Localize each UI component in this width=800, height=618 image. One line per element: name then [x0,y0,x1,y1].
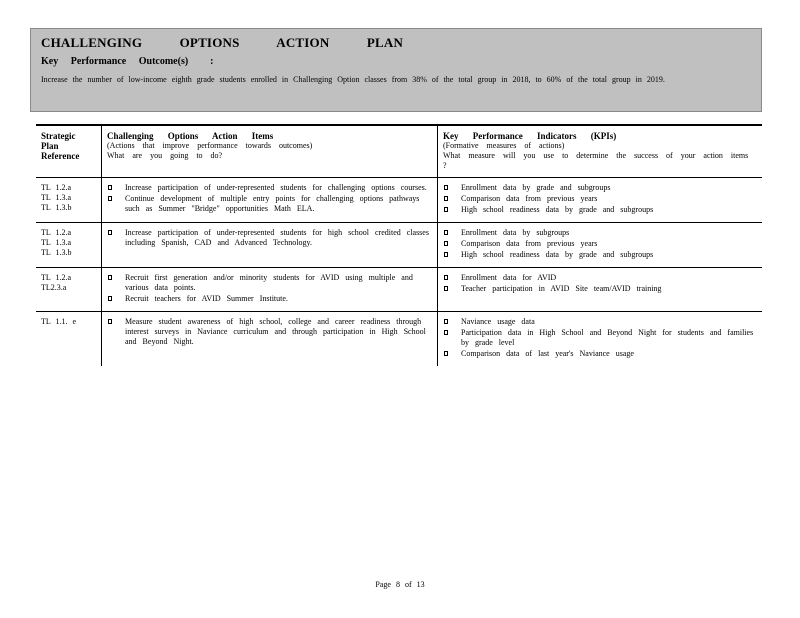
kpi-cell [438,312,763,367]
list-item [443,239,757,249]
checkbox-bullet-icon [108,296,112,301]
checkbox-bullet-icon [444,207,448,212]
kpi-text: Teacher participation in AVID Site team/AVID training [461,284,662,293]
ref-code: TL 1.2.a [41,273,72,282]
action-plan-table [36,124,762,366]
table-row [36,312,762,367]
ref-cell [36,312,102,367]
kpi-text: Enrollment data by grade and subgroups [461,183,611,192]
list-item [443,183,757,193]
ref-code: TL 1.1. e [41,317,77,326]
checkbox-bullet-icon [444,319,448,324]
items-header-question: What are you going to do? [107,151,223,160]
ref-cell [36,223,102,268]
checkbox-bullet-icon [444,185,448,190]
kpi-text: Participation data in High School and Beyond Night for students and families by grade level [461,328,754,347]
checkbox-bullet-icon [108,230,112,235]
table-row [36,178,762,223]
kpi-text: High school readiness data by grade and subgroups [461,250,654,259]
items-cell [102,223,438,268]
list-item [443,328,757,348]
items-header-title: Challenging Options Action Items [107,131,274,141]
kpi-text: Naviance usage data [461,317,535,326]
kpi-header-title: Key Performance Indicators (KPIs) [443,131,617,141]
items-cell [102,178,438,223]
ref-header-line: Strategic [41,131,76,141]
table-row [36,223,762,268]
ref-code: TL 1.3.a [41,238,72,247]
list-item [107,183,432,193]
plan-header [30,28,762,112]
list-item [107,228,432,248]
ref-code: TL 1.2.a [41,183,72,192]
ref-code: TL 1.2.a [41,228,72,237]
kpo-colon: : [210,56,214,67]
checkbox-bullet-icon [108,275,112,280]
action-item-text: Recruit first generation and/or minority students for AVID using multiple and various data points. [125,273,413,292]
kpi-cell [438,178,763,223]
ref-code: TL2.3.a [41,283,67,292]
checkbox-bullet-icon [444,286,448,291]
checkbox-bullet-icon [444,330,448,335]
action-item-text: Increase participation of under-represented students for challenging options courses. [125,183,427,192]
ref-cell [36,178,102,223]
kpi-header-sub: (Formative measures of actions) [443,141,565,150]
table-header-row [36,125,762,178]
ref-column-header [36,125,102,178]
list-item [443,228,757,238]
kpo-heading [41,56,214,67]
ref-header-line: Plan [41,141,59,151]
kpi-text: Comparison data of last year's Naviance usage [461,349,634,358]
ref-code: TL 1.3.b [41,203,72,212]
action-item-text: Increase participation of under-represented students for high school credited classes including Spanish, CAD and Advanced Technology. [125,228,429,247]
items-cell [102,268,438,312]
list-item [443,284,757,294]
ref-cell [36,268,102,312]
kpi-text: Enrollment data for AVID [461,273,557,282]
action-item-text: Measure student awareness of high school, college and career readiness through interest surveys in Naviance curriculum and through participation in High School and Beyond Night. [125,317,426,346]
list-item [443,194,757,204]
kpi-text: Comparison data from previous years [461,194,598,203]
checkbox-bullet-icon [444,241,448,246]
kpi-text: High school readiness data by grade and subgroups [461,205,654,214]
list-item [107,294,432,304]
list-item [443,250,757,260]
kpi-header-question: What measure will you use to determine the success of your action items ? [443,151,749,170]
checkbox-bullet-icon [108,196,112,201]
list-item [107,194,432,214]
kpi-text: Enrollment data by subgroups [461,228,570,237]
checkbox-bullet-icon [444,230,448,235]
checkbox-bullet-icon [444,275,448,280]
outcome-text: Increase the number of low-income eighth grade students enrolled in Challenging Option classes from 38% of the total group in 2018, to 60% of the total group in 2019. [41,75,665,84]
kpo-label: Key Performance Outcome(s) [41,56,189,67]
action-item-text: Recruit teachers for AVID Summer Institute. [125,294,288,303]
list-item [107,273,432,293]
checkbox-bullet-icon [444,196,448,201]
kpi-cell [438,268,763,312]
page-title: CHALLENGING OPTIONS ACTION PLAN [41,35,404,50]
checkbox-bullet-icon [108,185,112,190]
ref-code: TL 1.3.a [41,193,72,202]
page-number: Page 8 of 13 [375,580,425,589]
list-item [443,205,757,215]
items-header-sub: (Actions that improve performance towards outcomes) [107,141,313,150]
list-item [443,349,757,359]
checkbox-bullet-icon [444,351,448,356]
items-column-header [102,125,438,178]
list-item [443,273,757,283]
action-item-text: Continue development of multiple entry points for challenging options pathways such as Summer "Bridge" opportunities Math ELA. [125,194,420,213]
kpi-text: Comparison data from previous years [461,239,598,248]
checkbox-bullet-icon [108,319,112,324]
kpi-column-header [438,125,763,178]
ref-code: TL 1.3.b [41,248,72,257]
list-item [107,317,432,347]
checkbox-bullet-icon [444,252,448,257]
ref-header-line: Reference [41,151,80,161]
table-row [36,268,762,312]
kpi-cell [438,223,763,268]
list-item [443,317,757,327]
items-cell [102,312,438,367]
